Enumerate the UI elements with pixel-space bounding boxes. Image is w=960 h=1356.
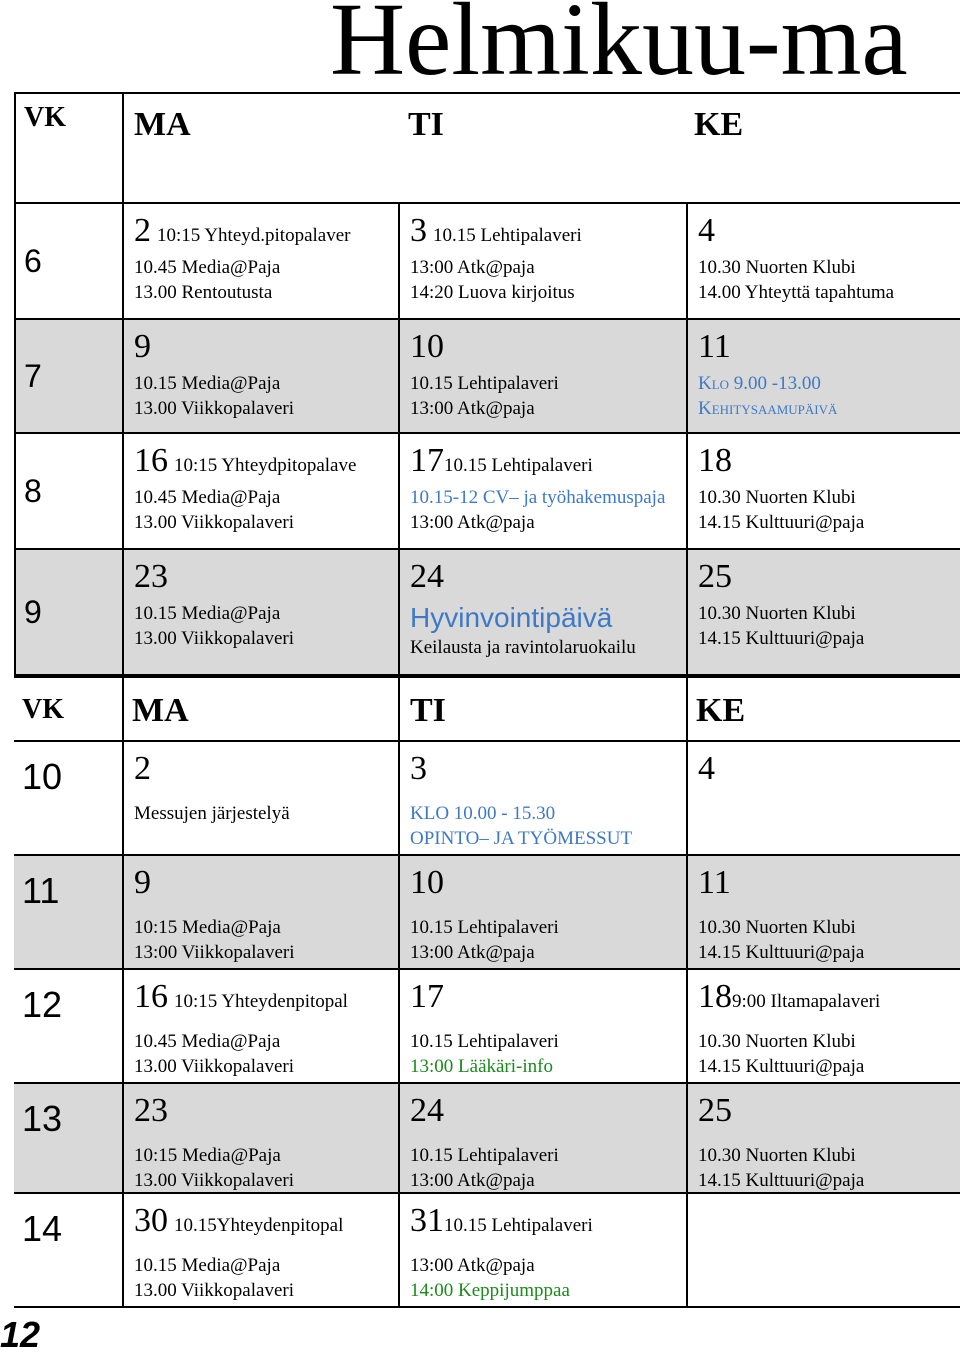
event-line: 10.15 Lehtipalaveri: [410, 1031, 559, 1052]
day-head: [410, 866, 682, 907]
day-content: [698, 444, 960, 535]
day-cell-ti: [398, 318, 688, 434]
event-line: Keilausta ja ravintolaruokailu: [410, 637, 636, 658]
day-head: [410, 752, 682, 793]
day-head: [410, 1094, 682, 1135]
day-head: [134, 444, 394, 485]
event-line: 13.00 Viikkopalaveri: [134, 512, 294, 533]
week-cell: [14, 318, 124, 434]
event-line: 10.15 Lehtipalaveri: [444, 1215, 593, 1236]
day-number: 4: [698, 750, 715, 787]
event-line: 10:15 Media@Paja: [134, 917, 281, 938]
event-line: 13:00 Atk@paja: [410, 942, 535, 963]
day-number: 25: [698, 1092, 732, 1129]
event-line: 10:15 Yhteydenpitopal: [174, 991, 348, 1012]
week-number: 14: [22, 1208, 63, 1249]
event-line: 13.00 Viikkopalaveri: [134, 398, 294, 419]
day-number: 16: [134, 442, 168, 479]
day-content: [698, 214, 960, 305]
event-line: 10.15 Lehtipalaveri: [410, 1145, 559, 1166]
day-cell-ti: [398, 1192, 688, 1308]
week-number: 9: [24, 594, 42, 630]
day-number: 23: [134, 558, 168, 595]
event-line: 14.15 Kulttuuri@paja: [698, 1056, 865, 1077]
day-number: 11: [698, 864, 731, 901]
day-head: [410, 330, 682, 371]
event-line: 14:20 Luova kirjoitus: [410, 282, 575, 303]
day-cell-ma: [122, 1192, 400, 1308]
week-cell: [14, 202, 124, 320]
event-line: 13:00 Atk@paja: [410, 512, 535, 533]
day-cell-ma: [122, 968, 400, 1084]
day-head: [410, 444, 682, 485]
day-head: [134, 980, 394, 1021]
event-line: 10.30 Nuorten Klubi: [698, 917, 856, 938]
event-line: 13:00 Atk@paja: [410, 1170, 535, 1191]
event-line: 10.45 Media@Paja: [134, 1031, 281, 1052]
day-number: 31: [410, 1202, 444, 1239]
event-line: 13:00 Atk@paja: [410, 398, 535, 419]
event-line: KLO 10.00 - 15.30: [410, 803, 556, 824]
event-line: 10.15 Media@Paja: [134, 603, 281, 624]
day-number: 10: [410, 864, 444, 901]
day-number: 4: [698, 212, 715, 249]
event-line: 13:00 Lääkäri-info: [410, 1056, 553, 1077]
day-cell-ti: [398, 432, 688, 550]
day-head: [134, 1204, 394, 1245]
day-cell-ti: [398, 548, 688, 676]
week-number: 13: [22, 1098, 63, 1139]
day-cell-ma: [122, 318, 400, 434]
event-line: 13.00 Viikkopalaveri: [134, 1280, 294, 1301]
day-number: 3: [410, 750, 427, 787]
event-line: 13.00 Viikkopalaveri: [134, 628, 294, 649]
event-line: 10.15 Media@Paja: [134, 1255, 281, 1276]
week-cell: [14, 1082, 124, 1194]
event-line: 13:00 Atk@paja: [410, 257, 535, 278]
header-ma: MA: [122, 92, 400, 204]
day-number: 16: [134, 978, 168, 1015]
day-head: [410, 560, 682, 601]
day-number: 25: [698, 558, 732, 595]
event-line: OPINTO– JA TYÖMESSUT: [410, 828, 633, 849]
day-cell-ma: [122, 1082, 400, 1194]
day-content: [698, 1094, 960, 1193]
day-head: [698, 330, 960, 371]
day-content: [410, 866, 682, 965]
day-cell-ke: [686, 432, 960, 550]
day-number: 9: [134, 864, 151, 901]
day-cell-ke: [686, 854, 960, 970]
day-content: [134, 330, 394, 421]
day-content: [410, 980, 682, 1079]
week-cell: [14, 548, 124, 676]
event-highlight: Hyvinvointipäivä: [410, 602, 613, 633]
event-line: 10.15 Lehtipalaveri: [433, 225, 582, 246]
event-line: 10.15 Lehtipalaveri: [444, 455, 593, 476]
event-line: 10.15 Media@Paja: [134, 373, 281, 394]
event-line: 10:15 Yhteydpitopalave: [174, 455, 357, 476]
day-cell-ma: [122, 548, 400, 676]
week-number: 8: [24, 473, 42, 509]
header2-ma: MA: [122, 676, 400, 742]
day-cell-ke: [686, 202, 960, 320]
event-line: 10.15-12 CV– ja työhakemuspaja: [410, 487, 666, 508]
day-cell-ke: [686, 1192, 960, 1308]
day-content: [134, 980, 394, 1079]
day-cell-ti: [398, 1082, 688, 1194]
day-head: [698, 752, 960, 793]
event-line: 10:15 Yhteyd.pitopalaver: [157, 225, 351, 246]
day-cell-ti: [398, 202, 688, 320]
event-line: 10.30 Nuorten Klubi: [698, 1145, 856, 1166]
event-line: 10.30 Nuorten Klubi: [698, 603, 856, 624]
day-head: [134, 866, 394, 907]
header2-vk: VK: [14, 676, 124, 742]
day-head: [698, 866, 960, 907]
header2-ti: TI: [398, 676, 688, 742]
day-number: 2: [134, 750, 151, 787]
day-head: [134, 560, 394, 601]
event-line: 14:00 Keppijumppaa: [410, 1280, 570, 1301]
event-line: 10.15 Lehtipalaveri: [410, 917, 559, 938]
day-cell-ke: [686, 968, 960, 1084]
event-line: Messujen järjestelyä: [134, 803, 290, 824]
event-line: 10.30 Nuorten Klubi: [698, 257, 856, 278]
event-line: 14.15 Kulttuuri@paja: [698, 512, 865, 533]
day-head: [410, 980, 682, 1021]
day-content: [134, 1204, 394, 1303]
event-line: 10.15Yhteydenpitopal: [174, 1215, 344, 1236]
event-line: 14.15 Kulttuuri@paja: [698, 1170, 865, 1191]
week-cell: [14, 854, 124, 970]
week-cell: [14, 740, 124, 856]
day-number: 18: [698, 978, 732, 1015]
day-content: [134, 444, 394, 535]
day-cell-ke: [686, 548, 960, 676]
week-number: 12: [22, 984, 63, 1025]
page-title: Helmikuu-ma: [330, 0, 908, 97]
day-content: [134, 1094, 394, 1193]
event-line: 13.00 Rentoutusta: [134, 282, 273, 303]
event-line: 10.15 Lehtipalaveri: [410, 373, 559, 394]
day-content: [134, 214, 394, 305]
day-content: [410, 752, 682, 851]
header2-ke: KE: [686, 676, 960, 742]
day-cell-ke: [686, 318, 960, 434]
day-number: 10: [410, 328, 444, 365]
day-content: [134, 866, 394, 965]
day-number: 17: [410, 978, 444, 1015]
event-line: Klo 9.00 -13.00: [698, 373, 821, 394]
event-line: 13:00 Viikkopalaveri: [134, 942, 295, 963]
day-head: [698, 1094, 960, 1135]
day-content: [410, 560, 682, 660]
week-cell: [14, 1192, 124, 1308]
event-line: 10.45 Media@Paja: [134, 257, 281, 278]
day-number: 11: [698, 328, 731, 365]
event-line: 10.30 Nuorten Klubi: [698, 487, 856, 508]
event-line: 10.30 Nuorten Klubi: [698, 1031, 856, 1052]
day-number: 30: [134, 1202, 168, 1239]
day-number: 9: [134, 328, 151, 365]
day-cell-ke: [686, 1082, 960, 1194]
day-cell-ma: [122, 854, 400, 970]
day-number: 17: [410, 442, 444, 479]
week-number: 11: [22, 870, 60, 911]
day-number: 18: [698, 442, 732, 479]
event-line: 13.00 Viikkopalaveri: [134, 1056, 294, 1077]
day-cell-ma: [122, 202, 400, 320]
day-number: 24: [410, 1092, 444, 1129]
day-head: [698, 214, 960, 255]
day-cell-ti: [398, 968, 688, 1084]
day-head: [410, 214, 682, 255]
day-number: 23: [134, 1092, 168, 1129]
day-content: [698, 980, 960, 1079]
day-number: 3: [410, 212, 427, 249]
day-cell-ma: [122, 740, 400, 856]
day-cell-ti: [398, 740, 688, 856]
day-head: [134, 1094, 394, 1135]
day-head: [134, 330, 394, 371]
week-number: 6: [24, 243, 42, 279]
day-head: [698, 444, 960, 485]
day-cell-ti: [398, 854, 688, 970]
day-content: [410, 330, 682, 421]
week-number: 10: [22, 756, 63, 797]
day-head: [698, 980, 960, 1021]
header-vk: VK: [14, 92, 124, 204]
day-content: [410, 214, 682, 305]
day-content: [410, 1204, 682, 1303]
day-head: [410, 1204, 682, 1245]
day-content: [698, 560, 960, 651]
day-cell-ma: [122, 432, 400, 550]
day-head: [698, 560, 960, 601]
day-head: [134, 752, 394, 793]
event-line: 14.00 Yhteyttä tapahtuma: [698, 282, 895, 303]
day-content: [410, 1094, 682, 1193]
day-cell-ke: [686, 740, 960, 856]
week-number: 7: [24, 358, 42, 394]
day-content: [698, 752, 960, 793]
day-content: [134, 752, 394, 826]
event-line: Kehitysaamupäivä: [698, 398, 838, 419]
event-line: 10:15 Media@Paja: [134, 1145, 281, 1166]
day-content: [698, 330, 960, 421]
day-number: 24: [410, 558, 444, 595]
header-ke: KE: [686, 92, 960, 204]
header-ti: TI: [398, 92, 688, 204]
day-content: [410, 444, 682, 535]
day-content: [698, 866, 960, 965]
event-line: 14.15 Kulttuuri@paja: [698, 628, 865, 649]
page-number: 12: [0, 1314, 41, 1355]
event-line: 10.45 Media@Paja: [134, 487, 281, 508]
day-number: 2: [134, 212, 151, 249]
event-line: 13:00 Atk@paja: [410, 1255, 535, 1276]
week-cell: [14, 968, 124, 1084]
event-line: 13.00 Viikkopalaveri: [134, 1170, 294, 1191]
event-line: 14.15 Kulttuuri@paja: [698, 942, 865, 963]
week-cell: [14, 432, 124, 550]
day-content: [134, 560, 394, 651]
event-line: 9:00 Iltamapalaveri: [732, 991, 881, 1012]
day-head: [134, 214, 394, 255]
